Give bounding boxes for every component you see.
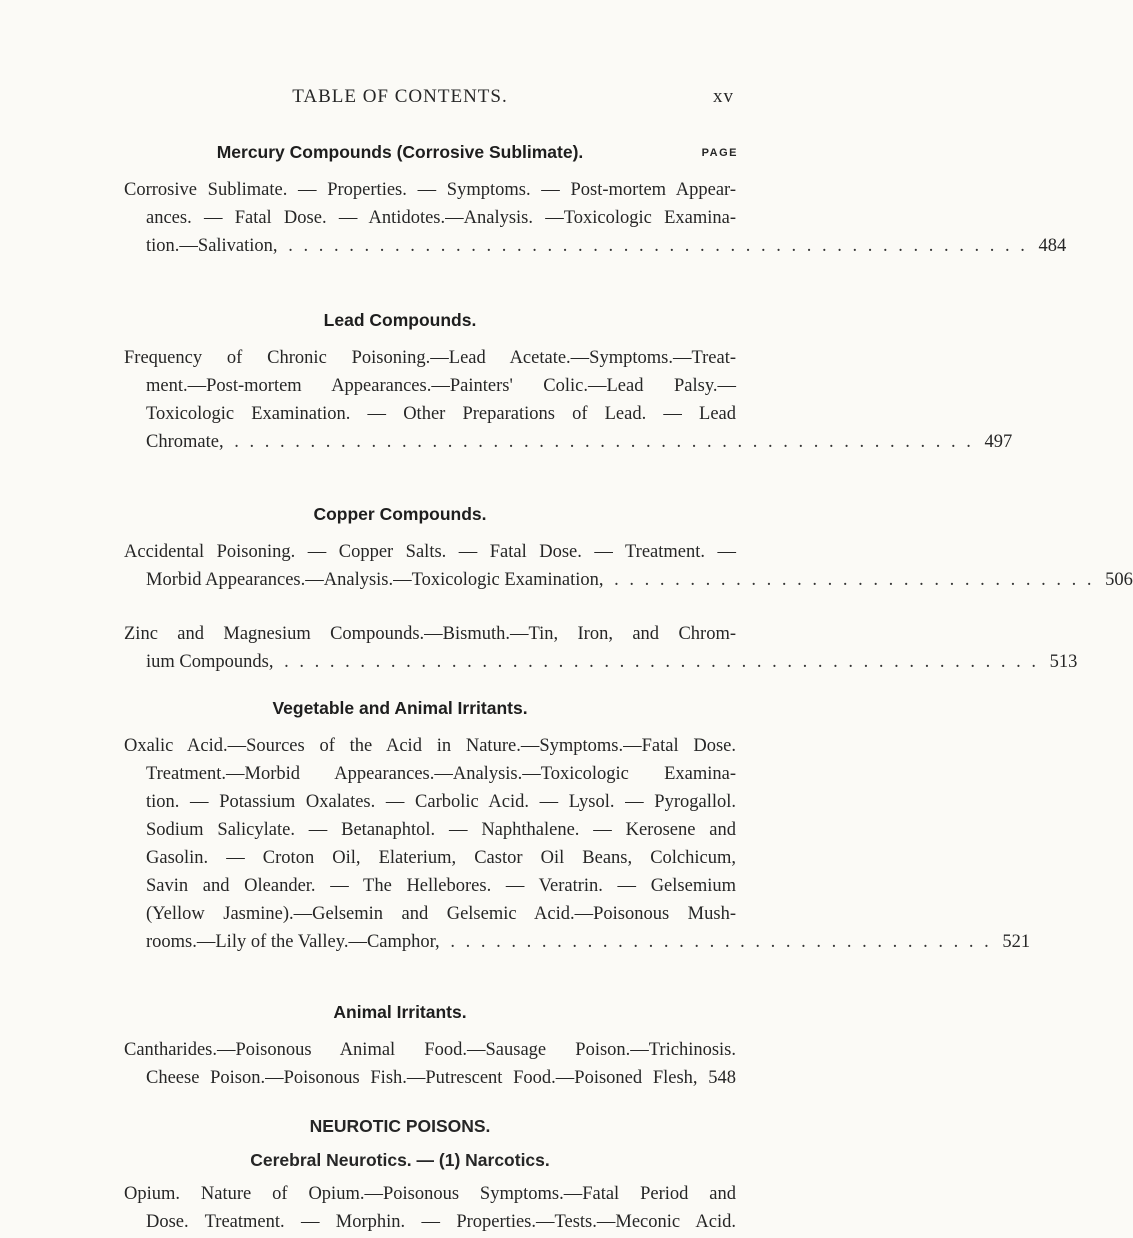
entry-line: Accidental Poisoning. — Copper Salts. — Fatal Dose. — Treatment. — — [124, 542, 736, 562]
page-number: 513 — [1049, 652, 1078, 672]
entry-line: Corrosive Sublimate. — Properties. — Symptoms. — Post-mortem Appear- — [124, 180, 736, 200]
running-head-title: TABLE OF CONTENTS. — [292, 86, 508, 107]
page-number: 497 — [984, 432, 1013, 452]
entry-line: Treatment.—Morbid Appearances.—Analysis.—Toxicologic Examina- — [146, 764, 736, 784]
entry-leader-line — [124, 566, 1133, 594]
entry-line: tion.—Salivation, — [146, 236, 278, 256]
entry-line: Savin and Oleander. — The Hellebores. — Veratrin. — Gelsemium — [146, 876, 736, 896]
entry-line: Oxalic Acid.—Sources of the Acid in Nature.—Symptoms.—Fatal Dose. — [124, 736, 736, 756]
entry-leader-line — [124, 648, 1078, 676]
entry-line: Dose. Treatment. — Morphin. — Properties.—Tests.—Meconic Acid. — [146, 1212, 736, 1232]
toc-entry-vegetable — [124, 732, 1031, 956]
page-column-label: PAGE — [701, 147, 738, 159]
entry-leader-line — [124, 428, 1013, 456]
entry-line: Morbid Appearances.—Analysis.—Toxicologic Examination, — [146, 570, 604, 590]
entry-line: Frequency of Chronic Poisoning.—Lead Acetate.—Symptoms.—Treat- — [124, 348, 736, 368]
entry-line: ium Compounds, — [146, 652, 274, 672]
dot-leader: . . . . . . . . . . . . . . . . . . . . . . . . . . . . . . . . — [614, 570, 1095, 590]
entry-line: Chromate, — [146, 432, 224, 452]
toc-entry-copper — [124, 538, 1133, 594]
toc-entry-animal — [124, 1036, 736, 1092]
entry-line: Zinc and Magnesium Compounds.—Bismuth.—Tin, Iron, and Chrom- — [124, 624, 736, 644]
page-number: 506 — [1105, 570, 1133, 590]
entry-line: Cheese Poison.—Poisonous Fish.—Putrescent Food.—Poisoned Flesh, 548 — [146, 1068, 736, 1088]
entry-line: (Yellow Jasmine).—Gelsemin and Gelsemic Acid.—Poisonous Mush- — [146, 904, 736, 924]
entry-line: Opium. Nature of Opium.—Poisonous Symptoms.—Fatal Period and — [124, 1184, 736, 1204]
toc-entry-mercury — [124, 176, 1067, 260]
running-head-page-number: xv — [713, 86, 734, 107]
section-heading-vegetable: Vegetable and Animal Irritants. — [272, 698, 528, 718]
running-head — [0, 86, 800, 116]
entry-line: ment.—Post-mortem Appearances.—Painters' Colic.—Lead Palsy.— — [146, 376, 736, 396]
entry-leader-line — [124, 232, 1067, 260]
entry-line: Cantharides.—Poisonous Animal Food.—Sausage Poison.—Trichinosis. — [124, 1040, 736, 1060]
entry-line: Toxicologic Examination. — Other Preparations of Lead. — Lead — [146, 404, 736, 424]
dot-leader: . . . . . . . . . . . . . . . . . . . . . . . . . . . . . . . . . . . . . . . . . . . . . . . . . — [288, 236, 1028, 256]
toc-entry-zinc — [124, 620, 1078, 676]
entry-line: Sodium Salicylate. — Betanaphtol. — Naphthalene. — Kerosene and — [146, 820, 736, 840]
section-heading-neurotic: NEUROTIC POISONS. — [309, 1116, 491, 1136]
toc-entry-opium — [124, 1180, 736, 1236]
entry-line: rooms.—Lily of the Valley.—Camphor, — [146, 932, 440, 952]
section-heading-lead: Lead Compounds. — [323, 310, 477, 330]
entry-line: Gasolin. — Croton Oil, Elaterium, Castor Oil Beans, Colchicum, — [146, 848, 736, 868]
page-number: 521 — [1002, 932, 1031, 952]
toc-entry-lead — [124, 344, 1013, 456]
subheading-cerebral-neurotics: Cerebral Neurotics. — (1) Narcotics. — [250, 1150, 550, 1170]
entry-leader-line — [124, 928, 1031, 956]
section-heading-animal: Animal Irritants. — [333, 1002, 467, 1022]
entry-line: ances. — Fatal Dose. — Antidotes.—Analysis. —Toxicologic Examina- — [146, 208, 736, 228]
entry-line: tion. — Potassium Oxalates. — Carbolic Acid. — Lysol. — Pyrogallol. — [146, 792, 736, 812]
dot-leader: . . . . . . . . . . . . . . . . . . . . . . . . . . . . . . . . . . . . . . . . . . . . . . . . . . — [284, 652, 1039, 672]
dot-leader: . . . . . . . . . . . . . . . . . . . . . . . . . . . . . . . . . . . . . . . . . . . . . . . . . — [234, 432, 974, 452]
section-heading-mercury: Mercury Compounds (Corrosive Sublimate). — [216, 142, 584, 162]
section-heading-copper: Copper Compounds. — [313, 504, 487, 524]
page-number: 484 — [1038, 236, 1067, 256]
dot-leader: . . . . . . . . . . . . . . . . . . . . . . . . . . . . . . . . . . . . — [450, 932, 992, 952]
